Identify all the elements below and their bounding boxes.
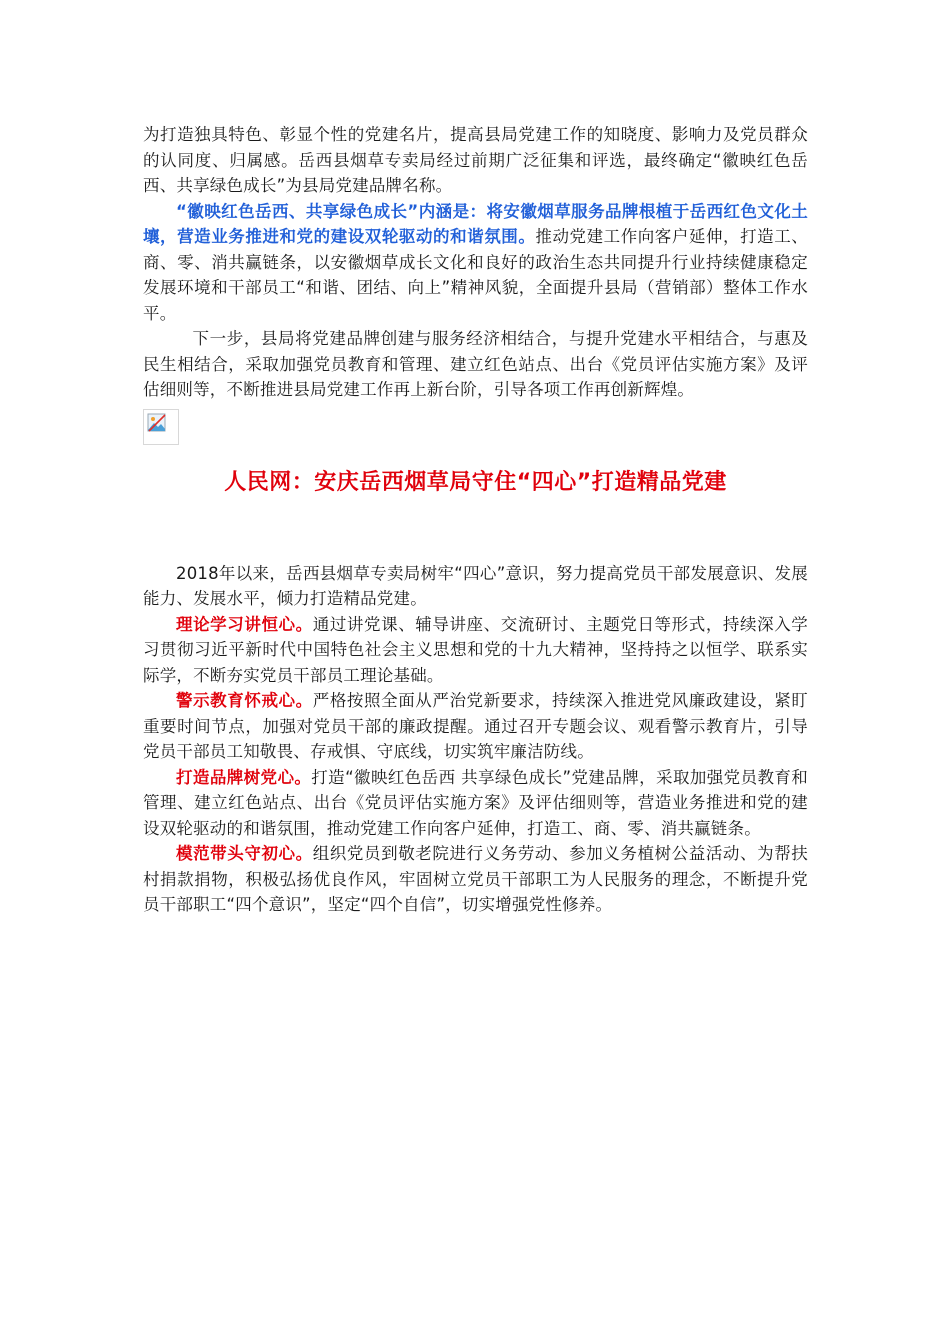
article-intro: 2018年以来，岳西县烟草专卖局树牢“四心”意识，努力提高党员干部发展意识、发展能力、发展水平，倾力打造精品党建。 <box>143 563 808 608</box>
section-body: 组织党员到敬老院进行义务劳动、参加义务植树公益活动、为帮扶村捐款捐物，积极弘扬优良作风，牢固树立党员干部职工为人民服务的理念，不断提升党员干部职工“四个意识”，坚定“四个自信”，切实增强党性修养。 <box>143 844 808 914</box>
document-page <box>143 122 808 918</box>
section-body: 严格按照全面从严治党新要求，持续深入推进党风廉政建设，紧盯重要时间节点，加强对党员干部的廉政提醒。通过召开专题会议、观看警示教育片，引导党员干部员工知敬畏、存戒惧、守底线，切实筑牢廉洁防线。 <box>143 691 808 761</box>
article-section <box>143 765 808 842</box>
spacer <box>143 499 808 561</box>
brand-meaning-text: 推动党建工作向客户延伸，打造工、商、零、消共赢链条，以安徽烟草成长文化和良好的政治生态共同提升行业持续健康稳定发展环境和干部员工“和谐、团结、向上”精神风貌，全面提升县局（营销部）整体工作水平。 <box>143 227 808 323</box>
article-headline: 人民网：安庆岳西烟草局守住“四心”打造精品党建 <box>224 469 727 495</box>
section-body: 通过讲党课、辅导讲座、交流研讨、主题党日等形式，持续深入学习贯彻习近平新时代中国特色社会主义思想和党的十九大精神，坚持持之以恒学、联系实际学，不断夯实党员干部员工理论基础。 <box>143 614 808 685</box>
section-title: 模范带头守初心。 <box>176 844 313 863</box>
article-section <box>143 612 808 689</box>
section-title: 警示教育怀戒心。 <box>176 691 313 710</box>
paragraph-brand-meaning <box>143 199 808 327</box>
section-body: 打造“徽映红色岳西 共享绿色成长”党建品牌，采取加强党员教育和管理、建立红色站点、出台《党员评估实施方案》及评估细则等，营造业务推进和党的建设双轮驱动的和谐氛围，推动党建工作向客户延伸，打造工、商、零、消共赢链条。 <box>143 767 808 838</box>
article-section <box>143 841 808 918</box>
brand-meaning-highlight: “徽映红色岳西、共享绿色成长”内涵是：将安徽烟草服务品牌根植于岳西红色文化土壤，营造业务推进和党的建设双轮驱动的和谐氛围。 <box>143 201 808 246</box>
section-title: 理论学习讲恒心。 <box>176 614 313 634</box>
section-title: 打造品牌树党心。 <box>176 767 312 787</box>
article-section <box>143 688 808 765</box>
paragraph-next-steps: 下一步，县局将党建品牌创建与服务经济相结合，与提升党建水平相结合，与惠及民生相结合，采取加强党员教育和管理、建立红色站点、出台《党员评估实施方案》及评估细则等，不断推进县局党建工作再上新台阶，引导各项工作再创新辉煌。 <box>143 329 808 399</box>
paragraph-brand-intro: 为打造独具特色、彰显个性的党建名片，提高县局党建工作的知晓度、影响力及党员群众的认同度、归属感。岳西县烟草专卖局经过前期广泛征集和评选，最终确定“徽映红色岳西、共享绿色成长”为县局党建品牌名称。 <box>143 125 808 195</box>
broken-image-icon <box>143 409 179 445</box>
